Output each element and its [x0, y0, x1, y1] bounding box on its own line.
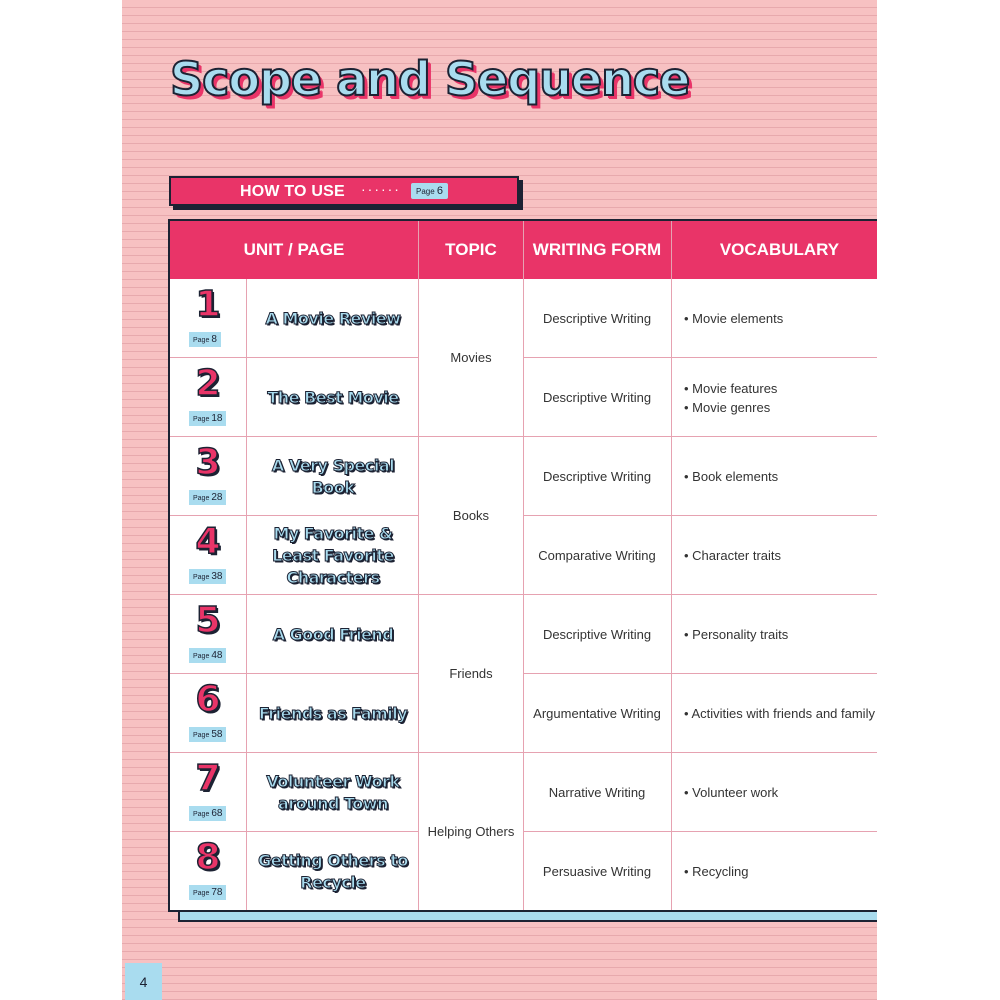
page-number: 4: [125, 963, 162, 1000]
page-prefix: Page: [193, 890, 210, 897]
page-prefix: Page: [193, 416, 210, 423]
page-ref: 38: [211, 571, 223, 582]
vocabulary-item: • Movie genres: [684, 399, 771, 415]
page-ref: 78: [211, 887, 223, 898]
page-prefix: Page: [416, 187, 435, 196]
dot-leader: ······: [361, 181, 401, 197]
topic-cell: Books: [452, 508, 490, 523]
table-row[interactable]: [170, 753, 877, 832]
topic-cell: Friends: [449, 666, 493, 681]
vocabulary-list: [684, 516, 877, 595]
page-prefix: Page: [193, 495, 210, 502]
page-ref: 8: [211, 334, 217, 345]
vocabulary-item: • Character traits: [684, 548, 782, 563]
writing-form: Descriptive Writing: [542, 390, 652, 405]
unit-number: 4: [195, 521, 221, 562]
vocabulary-item: • Activities with friends and family: [684, 706, 875, 721]
vocabulary-list: [684, 437, 877, 516]
page-prefix: Page: [193, 653, 210, 660]
unit-number: 3: [195, 442, 221, 483]
unit-page-tag[interactable]: [189, 648, 226, 663]
vocabulary-list: [684, 832, 877, 911]
unit-page-tag[interactable]: [189, 727, 226, 742]
unit-page-tag[interactable]: [189, 411, 226, 426]
how-to-use-label: HOW TO USE: [240, 183, 345, 200]
unit-number: 8: [195, 837, 221, 878]
table-row[interactable]: [170, 279, 877, 358]
writing-form: Descriptive Writing: [542, 469, 652, 484]
page-prefix: Page: [193, 574, 210, 581]
unit-page-tag[interactable]: [189, 569, 226, 584]
vocabulary-list: [684, 595, 877, 674]
unit-title[interactable]: The Best Movie: [267, 387, 399, 407]
unit-title[interactable]: Friends as Family: [258, 703, 408, 723]
header-topic: TOPIC: [445, 240, 497, 259]
header-vocabulary: VOCABULARY: [719, 240, 840, 259]
table-row[interactable]: [170, 358, 877, 437]
page-title: Scope and Sequence: [170, 52, 690, 106]
unit-number: 1: [195, 284, 221, 325]
scope-table: [168, 219, 877, 912]
page-prefix: Page: [193, 732, 210, 739]
unit-title[interactable]: A Very Special Book: [271, 455, 395, 497]
vocabulary-item: • Book elements: [684, 469, 779, 484]
vocabulary-item: • Personality traits: [684, 627, 789, 642]
table-row[interactable]: [170, 516, 877, 595]
page-ref: 48: [211, 650, 223, 661]
vocabulary-list: [684, 753, 877, 832]
writing-form: Comparative Writing: [538, 548, 656, 563]
topic-cell: Helping Others: [427, 824, 515, 839]
header-writing-form: WRITING FORM: [532, 240, 662, 259]
page-ref: 18: [211, 413, 223, 424]
page-prefix: Page: [193, 811, 210, 818]
unit-page-tag[interactable]: [189, 490, 226, 505]
writing-form: Persuasive Writing: [542, 864, 652, 879]
vocabulary-item: • Recycling: [684, 864, 749, 879]
writing-form: Descriptive Writing: [542, 627, 652, 642]
page-prefix: Page: [193, 337, 210, 344]
page-ref: 28: [211, 492, 223, 503]
topic-cell: Movies: [450, 350, 492, 365]
writing-form: Descriptive Writing: [542, 311, 652, 326]
unit-title[interactable]: Volunteer Work around Town: [266, 771, 400, 813]
vocabulary-list: [684, 674, 877, 753]
table-row[interactable]: [170, 832, 877, 911]
vocabulary-item: • Movie elements: [684, 311, 784, 326]
writing-form: Argumentative Writing: [533, 706, 661, 721]
table-row[interactable]: [170, 674, 877, 753]
unit-title[interactable]: My Favorite & Least Favorite Characters: [272, 523, 394, 587]
header-unit-page: UNIT / PAGE: [243, 240, 345, 259]
unit-title[interactable]: A Good Friend: [272, 624, 394, 644]
unit-page-tag[interactable]: [189, 806, 226, 821]
how-to-use-page-tag[interactable]: [411, 183, 448, 199]
how-to-use-banner[interactable]: [169, 176, 519, 206]
vocabulary-list: [684, 358, 877, 437]
unit-title[interactable]: A Movie Review: [265, 308, 401, 328]
unit-page-tag[interactable]: [189, 332, 221, 347]
vocabulary-list: [684, 279, 877, 358]
unit-number: 6: [195, 679, 221, 720]
unit-page-tag[interactable]: [189, 885, 226, 900]
unit-number: 7: [195, 758, 221, 799]
page-ref: 58: [211, 729, 223, 740]
page-ref: 6: [436, 185, 444, 197]
table-row[interactable]: [170, 437, 877, 516]
page-ref: 68: [211, 808, 223, 819]
vocabulary-item: • Movie features: [684, 380, 778, 396]
unit-number: 5: [195, 600, 221, 641]
writing-form: Narrative Writing: [548, 785, 646, 800]
worksheet-page: [122, 0, 877, 1000]
vocabulary-item: • Volunteer work: [684, 785, 779, 800]
unit-number: 2: [195, 363, 221, 404]
unit-title[interactable]: Getting Others to Recycle: [258, 850, 408, 892]
table-row[interactable]: [170, 595, 877, 674]
